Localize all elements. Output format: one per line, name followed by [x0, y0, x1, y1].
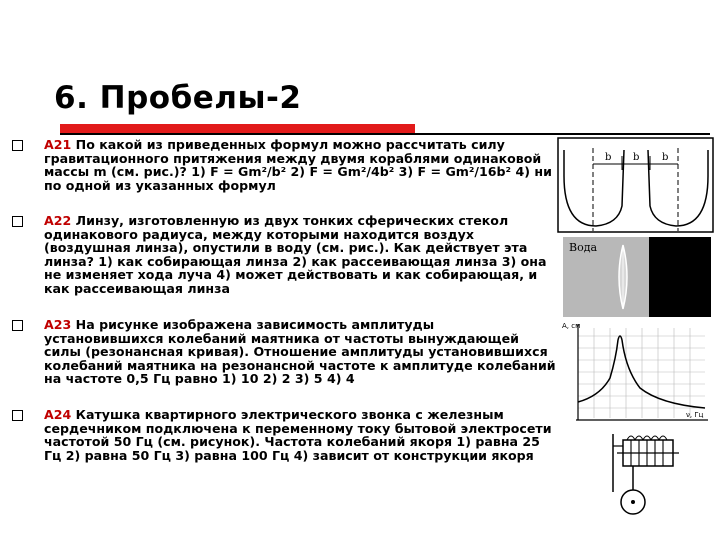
question-number: А23: [44, 317, 72, 332]
dark-area: [649, 237, 711, 317]
lens-figure: [563, 237, 711, 317]
square-bullet-icon: [12, 320, 23, 331]
question-number: А21: [44, 137, 72, 152]
question-text: Катушка квартирного электрического звонка с железным сердечником подключена к переменному току бытовой электросети частотой 50 Гц (см. рисунок). Частота колебаний якоря 1) равна 25 Гц 2) равна 50 Гц 3) равна 100 Гц 4) зависит от конструкции якоря: [44, 407, 552, 463]
ships-label-b1: b: [605, 152, 612, 163]
question-text: На рисунке изображена зависимость амплитуды установившихся колебаний маятника от частоты вынуждающей силы (резонансная кривая). Отношение амплитуды установившихся колебаний маятника на резонансной частоте к амплитуде колебаний на частоте 0,5 Гц равно 1) 10 2) 2 3) 5 4) 4: [44, 317, 556, 387]
question-number: А24: [44, 407, 72, 422]
page-title: 6. Пробелы-2: [54, 80, 302, 116]
title-underline: [60, 133, 710, 135]
question-text: По какой из приведенных формул можно рассчитать силу гравитационного притяжения между двумя кораблями одинаковой массы m (см. рис.)? 1) F = Gm²/b² 2) F = Gm²/4b² 3) F = Gm²/16b² 4) ни по одной из указанных формул: [44, 137, 552, 193]
square-bullet-icon: [12, 216, 23, 227]
water-label: Вода: [569, 241, 598, 254]
ships-figure: [556, 136, 716, 236]
ships-label-b3: b: [662, 152, 669, 163]
ships-label-b2: b: [633, 152, 640, 163]
question-number: А22: [44, 213, 72, 228]
bell-figure: [605, 428, 685, 520]
question-a21: [12, 138, 557, 214]
square-bullet-icon: [12, 140, 23, 151]
question-text: Линзу, изготовленную из двух тонких сферических стекол одинакового радиуса, между которыми находится воздух (воздушная линза), опустили в воду (см. рис.). Как действует эта линза? 1) как собирающая линза 2) как рассеивающая линза 3) она не изменяет хода луча 4) может действовать и как собирающая, и как рассеивающая линза: [44, 213, 547, 296]
question-a24: [12, 408, 557, 462]
y-axis-label: A, см: [562, 322, 581, 330]
question-list: [12, 138, 557, 462]
x-axis-label: ν, Гц: [686, 411, 704, 419]
question-a22: [12, 214, 557, 318]
question-a23: [12, 318, 557, 408]
resonance-graph: [560, 318, 710, 426]
square-bullet-icon: [12, 410, 23, 421]
